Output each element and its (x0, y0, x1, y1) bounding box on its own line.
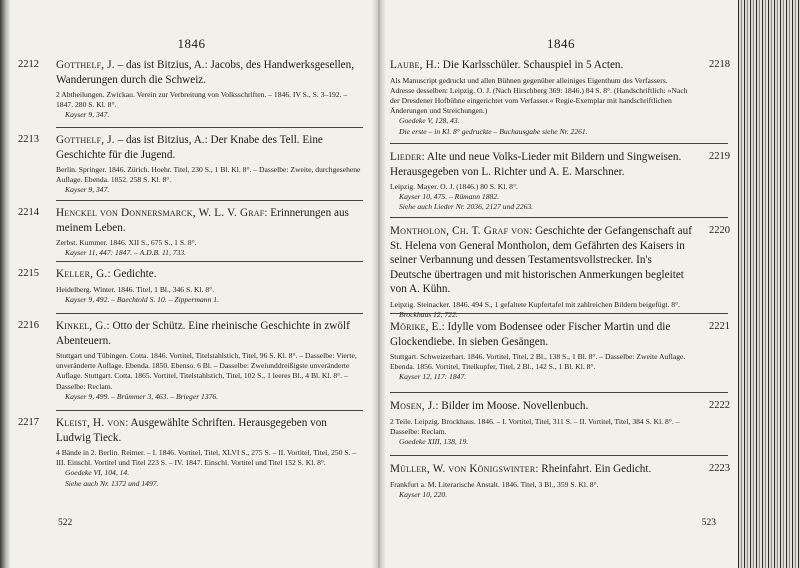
entry-number: 2217 (18, 417, 39, 428)
entry-reference: Goedeke V, 128, 43. (399, 116, 460, 126)
book-gutter (372, 0, 386, 568)
entry-divider (390, 313, 728, 314)
entry-title: Gotthelf, J. – das ist Bitzius, A.: Jacobs, des Handwerksgesellen, Wanderungen durch die Schweiz. (56, 59, 355, 86)
entry-number: 2219 (709, 151, 730, 162)
entry-author: Gotthelf, J. (56, 59, 115, 71)
entry-details: 2 Abtheilungen. Zwickau. Verein zur Verbreitung von Volksschriften. – 1846. IV S., S. 3–192. – 1847. 280 S. Kl. 8°. (56, 90, 348, 110)
entry-reference: Goedeke XIII, 138, 19. (399, 436, 469, 446)
entry-details: Heidelberg. Winter. 1846. Titel, 1 Bl., 346 S. Kl. 8°. (56, 284, 215, 294)
entry-divider (390, 143, 728, 144)
entry-number: 2213 (18, 134, 39, 145)
entry-title: Keller, G.: Gedichte. (56, 268, 157, 280)
entry-author: Mörike, E. (390, 321, 442, 333)
entry-number: 2220 (709, 225, 730, 236)
entry-divider (390, 217, 728, 218)
entry-author: Keller, G. (56, 268, 108, 280)
entry-number: 2215 (18, 268, 39, 279)
entry-title: Laube, H.: Die Karlsschüler. Schauspiel in 5 Acten. (390, 59, 624, 71)
entry-author: Montholon, Ch. T. Graf von (390, 225, 530, 237)
entry-author: Mosen, J. (390, 400, 436, 412)
entry-details: Berlin. Springer. 1846. Zürich. Hoehr. Titel, 230 S., 1 Bl. Kl. 8°. – Dasselbe: Zweite, durchgesehene Auflage. Ebenda. 1852. 258 S. Kl. 8°. (56, 165, 361, 185)
entry-reference: Kayser 10, 220. (399, 489, 448, 499)
entry-author: Laube, H. (390, 59, 437, 71)
entry-author: Lieder (390, 151, 422, 163)
right-page-stack-edge (738, 0, 800, 568)
entry-number: 2222 (709, 400, 730, 411)
left-page (14, 0, 369, 568)
entry-author: Kleist, H. von (56, 417, 126, 429)
entry-title: Lieder: Alte und neue Volks-Lieder mit Bildern und Singweisen. Herausgegeben von L. Richter und A. E. Marschner. (390, 151, 682, 178)
entry-reference: Kayser 9, 492. – Baechtold S. 10. – Zippermann 1. (65, 294, 219, 304)
entry-details: 4 Bände in 2. Berlin. Reimer. – I. 1846. Vortitel, Titel, XLVI S., 275 S. – II. Vortitel, Titel, 250 S. – III. Einschl. Vortitel und Titel 223 S. – IV. 1847. Einschl. Vortitel und Titel 152 S. Kl. 8°. (56, 448, 357, 468)
entry-title: Henckel von Donnersmarck, W. L. V. Graf: Erinnerungen aus meinem Leben. (56, 207, 349, 234)
entry-number: 2216 (18, 320, 39, 331)
entry-divider (390, 455, 728, 456)
entry-number: 2214 (18, 207, 39, 218)
entry-reference: Kayser 11, 447: 1847. – A.D.B. 11, 733. (65, 248, 187, 258)
entry-author: Kinkel, G. (56, 320, 107, 332)
entry-divider (56, 261, 363, 262)
entry-author: Gotthelf, J. (56, 134, 115, 146)
entry-reference: Die erste – in Kl. 8° gedruckte – Buchausgabe siehe Nr. 2261. (399, 126, 588, 136)
entry-author: Müller, W. von Königswinter (390, 463, 536, 475)
entry-divider (56, 410, 363, 411)
entry-reference: Brockhaus 12, 722. (399, 309, 458, 319)
entry-details: Stuttgart. Schweizerbart. 1846. Vortitel, Titel, 2 Bl., 138 S., 1 Bl. 8°. – Dasselbe: Zweite Auflage. Ebenda. 1856. Vortitel, Titelkupfer, Titel, 2 Bl., 142 S., 1 Bl. Kl. 8°. (390, 352, 686, 372)
entry-title: Mosen, J.: Bilder im Moose. Novellenbuch. (390, 400, 589, 412)
entry-details: Zerbst. Kummer. 1846. XII S., 675 S., 1 S. 8°. (56, 238, 197, 247)
entry-divider (56, 313, 363, 314)
entry-title: Mörike, E.: Idylle vom Bodensee oder Fischer Martin und die Glockendiebe. In sieben Gesängen. (390, 321, 671, 348)
page-number: 523 (701, 518, 716, 528)
entry-reference: Siehe auch Lieder Nr. 2036, 2127 und 2263. (399, 202, 534, 212)
entry-divider (390, 392, 728, 393)
running-head-year: 1846 (177, 36, 206, 51)
right-page (388, 0, 734, 568)
entry-title: Müller, W. von Königswinter: Rheinfahrt. Ein Gedicht. (390, 463, 652, 475)
entry-details: Stuttgart und Tübingen. Cotta. 1846. Vortitel, Titelstahlstich, Titel, 96 S. Kl. 8°. – Dasselbe: Vierte, unveränderte Auflage. Ebenda. 1850. Ebenso. 6 Bl. – Dasselbe: Zweiunddreißigste unveränderte Auflage. Stuttgart. Cotta. 1865. Vortitel, Titelstahlstich, Titel, 102 S., 1 leeres Bl., 4 Bl. Kl. 8°. – Dasselbe: Reclam. (56, 351, 357, 391)
entry-reference: Kayser 10, 475. – Rümann 1882. (399, 192, 499, 202)
entry-details: Frankfurt a. M. Literarische Anstalt. 1846. Titel, 3 Bl., 359 S. Kl. 8°. (390, 479, 599, 489)
entry-details: Leipzig. Steinacker. 1846. 494 S., 1 gefaltete Kupfertafel mit zahlreichen Bildern beigefügt. 8°. (390, 299, 681, 309)
entry-reference: Siehe auch Nr. 1372 und 1497. (65, 478, 159, 488)
entry-reference: Kayser 9, 499. – Brümmer 3, 463. – Brieger 1376. (65, 391, 219, 401)
entry-reference: Kayser 9, 347. (65, 185, 110, 195)
entry-reference: Kayser 12, 117: 1847. (399, 372, 467, 382)
entry-title: Gotthelf, J. – das ist Bitzius, A.: Der Knabe des Tell. Eine Geschichte für die Jugend. (56, 134, 323, 161)
entry-reference: Goedeke VI, 104, 14. (65, 468, 130, 478)
entry-title: Kinkel, G.: Otto der Schütz. Eine rheinische Geschichte in zwölf Abenteuern. (56, 320, 350, 347)
entry-details: Leipzig. Mayer. O. J. (1846.) 80 S. Kl. 8°. (390, 182, 518, 191)
left-book-edge (0, 0, 10, 568)
entry-details: Als Manuscript gedruckt und allen Bühnen gegenüber alleiniges Eigenthum des Verfassers. Adresse desselben: Leipzig. O. J. (Nach Hirschberg 369: 1846.) 84 S. 8°. (Handschriftlich: »Nach der Dresdener Hofbühne eingerichtet vom Verfasser.« Regie-Exemplar mit handschriftlichen Änderungen und Streichungen.) (390, 75, 688, 116)
entry-number: 2212 (18, 59, 39, 70)
entry-details: 2 Teile. Leipzig. Brockhaus. 1846. – I. Vortitel, Titel, 311 S. – II. Vortitel, Titel, 384 S. Kl. 8°. – Dasselbe: Reclam. (390, 416, 680, 436)
entry-reference: Kayser 9, 347. (65, 110, 110, 120)
entry-author: Henckel von Donnersmarck, W. L. V. Graf (56, 207, 265, 219)
page-number: 522 (58, 518, 73, 528)
running-head-year: 1846 (547, 36, 575, 51)
entry-title: Kleist, H. von: Ausgewählte Schriften. Herausgegeben von Ludwig Tieck. (56, 417, 327, 444)
entry-number: 2223 (709, 463, 730, 474)
entry-divider (56, 127, 363, 128)
entry-number: 2218 (709, 59, 730, 70)
entry-number: 2221 (709, 321, 730, 332)
entry-divider (56, 200, 363, 201)
entry-title: Montholon, Ch. T. Graf von: Geschichte der Gefangenschaft auf St. Helena von General Montholon, dem Gefährten des Kaisers in seiner Verbannung und dessen Testamentsvollstrecker. In's Deutsche übertragen und mit historischen Anmerkungen begleitet von A. Kühn. (390, 225, 692, 295)
